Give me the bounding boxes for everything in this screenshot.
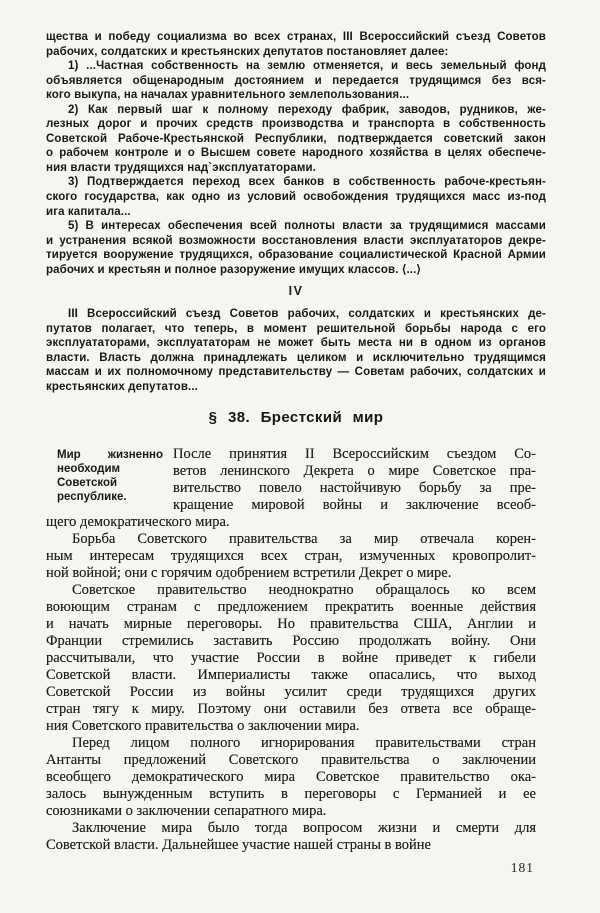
opening-row	[46, 446, 536, 514]
text-line: щего демократического мира.	[46, 513, 230, 530]
opening-paragraph-beside-note	[173, 446, 536, 514]
text-line: и начать мирные переговоры. Но правительства США, Англии и	[46, 615, 536, 632]
body-paragraphs	[46, 514, 536, 854]
text-line: щества и победу социализма во всех странах, III Всероссийский съезд Советов	[46, 31, 546, 43]
text-line: лезных дорог и прочих средств производства и транспорта в собственность	[46, 118, 546, 131]
text-line: Мир жизненно	[57, 448, 163, 461]
text-line: Перед лицом полного игнорирования правительствами стран	[72, 734, 536, 751]
text-line: кращение мировой войны и заключение всеоб-	[173, 496, 536, 513]
text-line: III Всероссийский съезд Советов рабочих, солдатских и крестьянских де-	[68, 308, 546, 321]
text-line: Франции стремились заставить Россию продолжать войну. Они	[46, 632, 536, 649]
text-line: союзниками о заключении сепаратного мира.	[46, 802, 327, 819]
text-line: Советское правительство неоднократно обращалось ко всем	[72, 581, 536, 598]
text-line: Советской	[57, 476, 118, 489]
section-body	[46, 446, 536, 854]
text-line: ным интересам трудящихся всех стран, измученных кровопролит-	[46, 547, 536, 564]
text-line: всеобщего демократического мира Советское правительство ока-	[46, 768, 536, 785]
text-line: 1) ...Частная собственность на землю отменяется, и весь земельный фонд	[68, 60, 546, 73]
text-line: власти. Власть должна принадлежать целиком и исключительно трудящимся	[46, 351, 546, 364]
text-line: ния Советского правительства о заключении мира.	[46, 717, 360, 734]
text-line: стран тягу к миру. Поэтому они оставили без ответа все обраще-	[46, 700, 536, 717]
text-line: объявляется общенародным достоянием и передается трудящимся без вся-	[46, 74, 546, 87]
text-line: Советской власти. Империалисты также опасались, что выход	[46, 666, 536, 683]
text-line: Антанты предложений Советского правительства о заключении	[46, 751, 536, 768]
roman-numeral-heading: IV	[288, 284, 304, 299]
text-line: 2) Как первый шаг к полному переходу фабрик, заводов, рудников, же-	[68, 103, 546, 116]
text-line: ветов ленинского Декрета о мире Советское пра-	[173, 462, 536, 479]
text-line: воюющим странам с предложением прекратить военные действия	[46, 598, 536, 615]
text-line: 3) Подтверждается переход всех банков в собственность рабоче-крестьян-	[68, 176, 546, 189]
text-line: 5) В интересах обеспечения всей полноты власти за трудящимися массами	[68, 220, 546, 233]
text-line: вительство повело настойчивую борьбу за пре-	[173, 479, 536, 496]
text-line: путатов полагает, что теперь, в момент решительной борьбы народа с его	[46, 322, 546, 335]
text-line: рабочих и крестьян и полное разоружение имущих классов. ⟨...⟩	[46, 263, 422, 276]
section-heading: § 38. Брестский мир	[208, 408, 384, 426]
text-line: Советской власти. Дальнейшее участие нашей страны в войне	[46, 836, 431, 853]
text-line: ния власти трудящихся над`эксплуататорами.	[46, 161, 316, 174]
text-line: республике.	[57, 491, 127, 504]
text-line: рассчитывали, что участие России в войне приведет к гибели	[46, 649, 536, 666]
margin-note	[57, 446, 163, 505]
text-line: кого выкупа, на началах уравнительного землепользования...	[46, 89, 410, 102]
text-line: массам и их полномочному представительству — Советам рабочих, солдатских и	[46, 366, 546, 379]
text-line: Борьба Советского правительства за мир отвечала корен-	[72, 530, 536, 547]
text-line: эксплуататорами, эксплуататорам не может быть места ни в одном из органов	[46, 337, 546, 350]
text-line: Советской России из войны усилит среди трудящихся других	[46, 683, 536, 700]
text-line: тируется вооружение трудящихся, образование социалистической Красной Армии	[46, 249, 546, 262]
text-line: и устранения всякой возможности восстановления власти эксплуататоров декре-	[46, 234, 546, 247]
text-line: ига капитала...	[46, 205, 131, 218]
text-line: ского государства, как одно из условий освобождения трудящихся масс из-под	[46, 191, 546, 204]
text-line: Заключение мира было тогда вопросом жизни и смерти для	[72, 819, 536, 836]
text-line: Советской Рабоче-Крестьянской Республики, подтверждается советский закон	[46, 132, 546, 145]
document-quote-block	[46, 30, 546, 277]
page-number: 181	[510, 859, 534, 875]
text-line: крестьянских депутатов...	[46, 381, 198, 394]
text-line: рабочих, солдатских и крестьянских депутатов постановляет далее:	[46, 45, 449, 58]
text-line: залось вынужденным вступить в переговоры с Германией и ее	[46, 785, 536, 802]
text-line: о рабочем контроле и о Высшем совете народного хозяйства в целях обеспече-	[46, 147, 546, 160]
text-line: необходим	[57, 462, 121, 475]
text-line: После принятия II Всероссийским съездом Со-	[173, 445, 536, 462]
text-line: ной войной; они с горячим одобрением встретили Декрет о мире.	[46, 564, 452, 581]
resolution-quote-block	[46, 307, 546, 394]
